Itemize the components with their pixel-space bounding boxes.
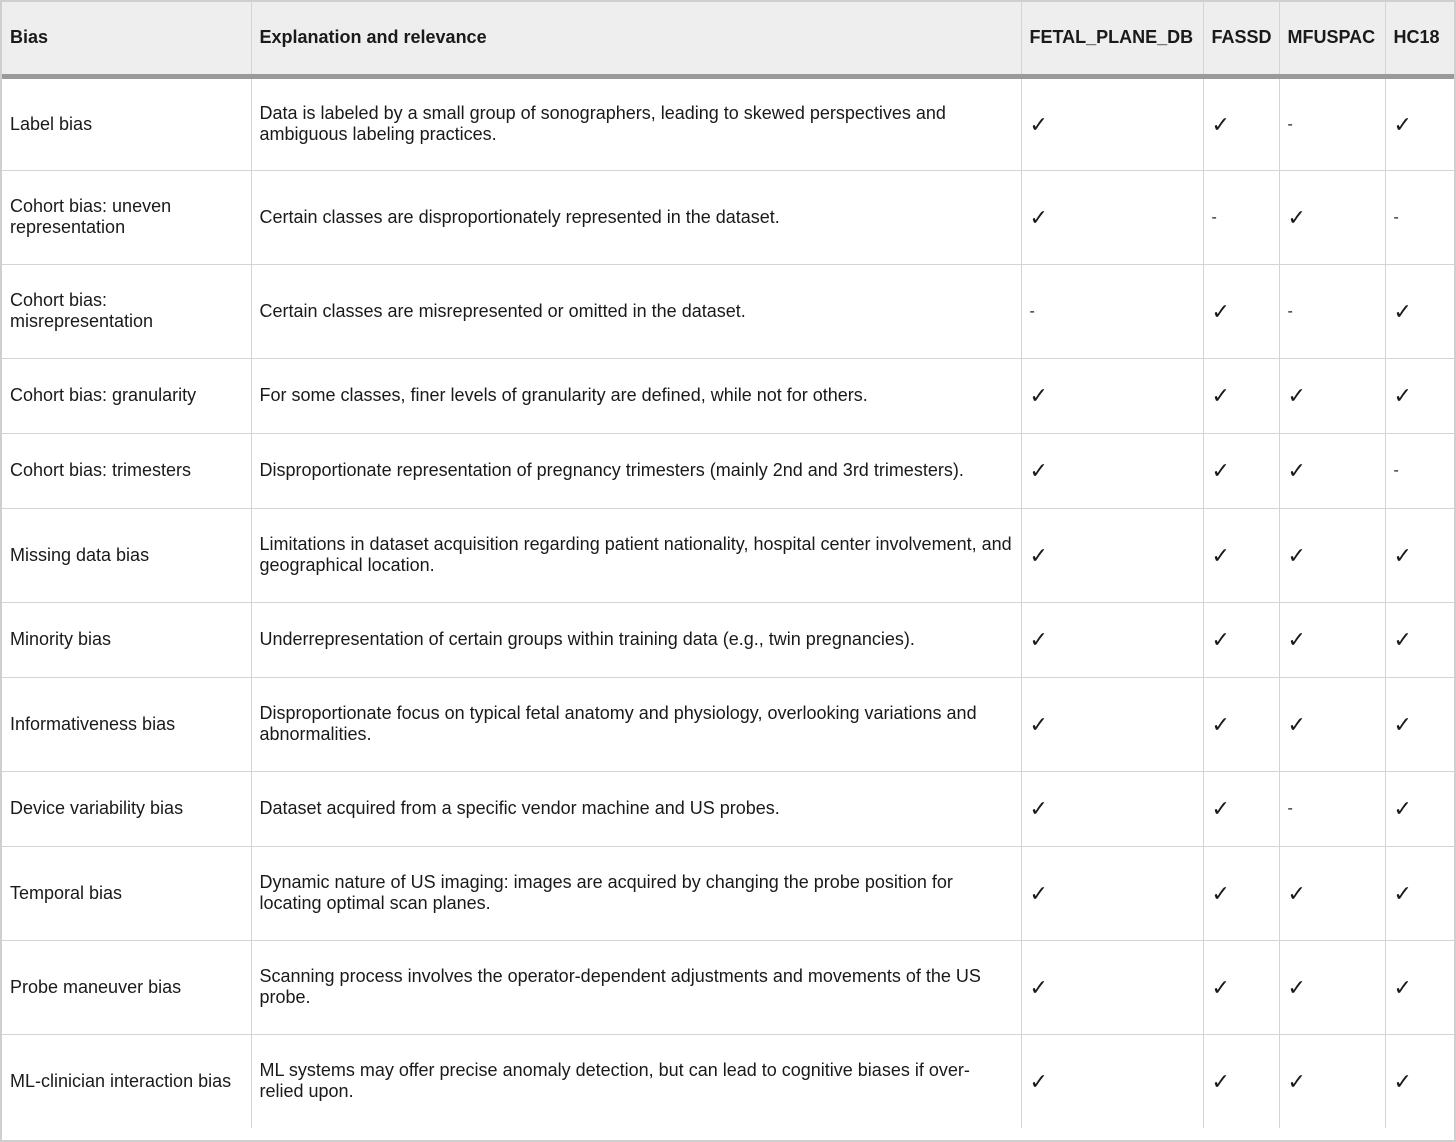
table-row <box>2 602 1454 677</box>
mark-mfuspac-cell: - <box>1279 76 1385 170</box>
mark-fassd-cell: ✓ <box>1203 677 1279 771</box>
table-row <box>2 433 1454 508</box>
mark-hc18-cell: ✓ <box>1385 264 1454 358</box>
mark-mfuspac-cell: ✓ <box>1279 170 1385 264</box>
mark-fassd-cell: ✓ <box>1203 602 1279 677</box>
mark-fetal-plane-db-cell: ✓ <box>1021 433 1203 508</box>
mark-hc18-cell: ✓ <box>1385 76 1454 170</box>
header-fassd: FASSD <box>1203 2 1279 76</box>
mark-fassd-cell: - <box>1203 170 1279 264</box>
mark-fetal-plane-db-cell: ✓ <box>1021 846 1203 940</box>
bias-table <box>2 2 1454 1128</box>
mark-hc18-cell: ✓ <box>1385 940 1454 1034</box>
explanation-cell: Underrepresentation of certain groups within training data (e.g., twin pregnancies). <box>251 602 1021 677</box>
table-row <box>2 358 1454 433</box>
explanation-cell: ML systems may offer precise anomaly detection, but can lead to cognitive biases if over-relied upon. <box>251 1034 1021 1128</box>
mark-mfuspac-cell: ✓ <box>1279 677 1385 771</box>
explanation-cell: Disproportionate representation of pregnancy trimesters (mainly 2nd and 3rd trimesters). <box>251 433 1021 508</box>
explanation-cell: Certain classes are misrepresented or omitted in the dataset. <box>251 264 1021 358</box>
mark-fetal-plane-db-cell: ✓ <box>1021 170 1203 264</box>
mark-hc18-cell: ✓ <box>1385 846 1454 940</box>
mark-fetal-plane-db-cell: ✓ <box>1021 1034 1203 1128</box>
mark-mfuspac-cell: ✓ <box>1279 602 1385 677</box>
explanation-cell: Dataset acquired from a specific vendor machine and US probes. <box>251 771 1021 846</box>
bias-name-cell: Missing data bias <box>2 508 251 602</box>
explanation-cell: Data is labeled by a small group of sonographers, leading to skewed perspectives and ambiguous labeling practices. <box>251 76 1021 170</box>
mark-hc18-cell: - <box>1385 170 1454 264</box>
mark-mfuspac-cell: ✓ <box>1279 1034 1385 1128</box>
explanation-cell: Limitations in dataset acquisition regarding patient nationality, hospital center involvement, and geographical location. <box>251 508 1021 602</box>
bias-name-cell: Label bias <box>2 76 251 170</box>
mark-fassd-cell: ✓ <box>1203 76 1279 170</box>
mark-fetal-plane-db-cell: ✓ <box>1021 677 1203 771</box>
mark-fassd-cell: ✓ <box>1203 940 1279 1034</box>
table-row <box>2 76 1454 170</box>
table-row <box>2 508 1454 602</box>
header-fetal-plane-db: FETAL_PLANE_DB <box>1021 2 1203 76</box>
mark-fassd-cell: ✓ <box>1203 358 1279 433</box>
mark-hc18-cell: ✓ <box>1385 602 1454 677</box>
header-row <box>2 2 1454 76</box>
mark-hc18-cell: ✓ <box>1385 677 1454 771</box>
mark-fetal-plane-db-cell: ✓ <box>1021 940 1203 1034</box>
mark-fassd-cell: ✓ <box>1203 264 1279 358</box>
explanation-cell: Certain classes are disproportionately represented in the dataset. <box>251 170 1021 264</box>
bias-name-cell: Probe maneuver bias <box>2 940 251 1034</box>
bias-name-cell: Temporal bias <box>2 846 251 940</box>
bias-name-cell: Cohort bias: granularity <box>2 358 251 433</box>
mark-fetal-plane-db-cell: ✓ <box>1021 76 1203 170</box>
mark-mfuspac-cell: ✓ <box>1279 940 1385 1034</box>
bias-name-cell: Cohort bias: uneven representation <box>2 170 251 264</box>
header-mfuspac: MFUSPAC <box>1279 2 1385 76</box>
table-row <box>2 1034 1454 1128</box>
mark-mfuspac-cell: - <box>1279 264 1385 358</box>
bias-name-cell: Minority bias <box>2 602 251 677</box>
bias-name-cell: Informativeness bias <box>2 677 251 771</box>
mark-fetal-plane-db-cell: ✓ <box>1021 358 1203 433</box>
table-row <box>2 264 1454 358</box>
mark-fetal-plane-db-cell: ✓ <box>1021 602 1203 677</box>
explanation-cell: Scanning process involves the operator-dependent adjustments and movements of the US probe. <box>251 940 1021 1034</box>
mark-fassd-cell: ✓ <box>1203 433 1279 508</box>
mark-fassd-cell: ✓ <box>1203 846 1279 940</box>
table-body <box>2 76 1454 1128</box>
table-row <box>2 846 1454 940</box>
bias-name-cell: ML-clinician interaction bias <box>2 1034 251 1128</box>
bias-name-cell: Cohort bias: trimesters <box>2 433 251 508</box>
mark-hc18-cell: ✓ <box>1385 358 1454 433</box>
bias-name-cell: Cohort bias: misrepresentation <box>2 264 251 358</box>
explanation-cell: For some classes, finer levels of granularity are defined, while not for others. <box>251 358 1021 433</box>
table-row <box>2 170 1454 264</box>
mark-mfuspac-cell: - <box>1279 771 1385 846</box>
mark-fassd-cell: ✓ <box>1203 771 1279 846</box>
mark-mfuspac-cell: ✓ <box>1279 846 1385 940</box>
explanation-cell: Disproportionate focus on typical fetal anatomy and physiology, overlooking variations and abnormalities. <box>251 677 1021 771</box>
mark-fetal-plane-db-cell: ✓ <box>1021 508 1203 602</box>
mark-mfuspac-cell: ✓ <box>1279 508 1385 602</box>
header-hc18: HC18 <box>1385 2 1454 76</box>
mark-hc18-cell: ✓ <box>1385 771 1454 846</box>
table-row <box>2 771 1454 846</box>
mark-fassd-cell: ✓ <box>1203 1034 1279 1128</box>
mark-hc18-cell: ✓ <box>1385 508 1454 602</box>
mark-mfuspac-cell: ✓ <box>1279 358 1385 433</box>
mark-fetal-plane-db-cell: - <box>1021 264 1203 358</box>
mark-fassd-cell: ✓ <box>1203 508 1279 602</box>
table-header <box>2 2 1454 76</box>
header-explanation: Explanation and relevance <box>251 2 1021 76</box>
mark-hc18-cell: ✓ <box>1393 1068 1412 1094</box>
mark-hc18-cell: - <box>1385 433 1454 508</box>
mark-mfuspac-cell: ✓ <box>1279 433 1385 508</box>
table-row <box>2 940 1454 1034</box>
explanation-cell: Dynamic nature of US imaging: images are acquired by changing the probe position for locating optimal scan planes. <box>251 846 1021 940</box>
table-row <box>2 677 1454 771</box>
header-bias: Bias <box>2 2 251 76</box>
bias-name-cell: Device variability bias <box>2 771 251 846</box>
mark-fetal-plane-db-cell: ✓ <box>1021 771 1203 846</box>
